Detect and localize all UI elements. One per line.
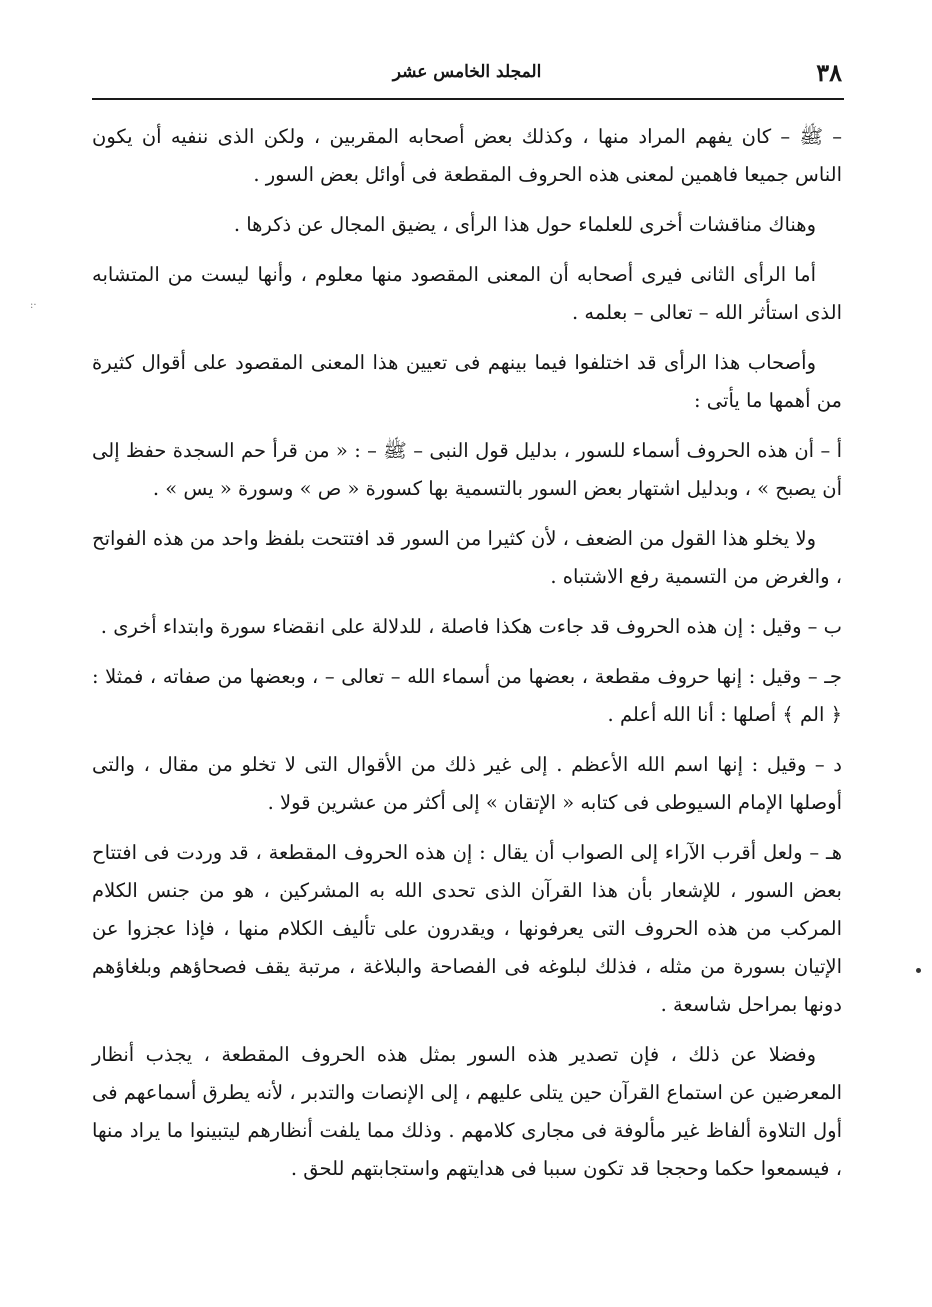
scan-speck — [916, 968, 921, 973]
page-header — [92, 58, 842, 98]
paragraph-continuation: – ﷺ – كان يفهم المراد منها ، وكذلك بعض أصحابه المقربين ، ولكن الذى ننفيه أن يكون الناس جميعا فاهمين لمعنى هذه الحروف المقطعة فى أوائل بعض السور . — [92, 125, 842, 186]
paragraph-item-jim: جـ – وقيل : إنها حروف مقطعة ، بعضها من أسماء الله – تعالى – ، وبعضها من صفاته ، فمثلا : ﴿ الم ﴾ أصلها : أنا الله أعلم . — [92, 665, 842, 726]
paragraph-conclusion: وفضلا عن ذلك ، فإن تصدير هذه السور بمثل هذه الحروف المقطعة ، يجذب أنظار المعرضين عن استماع القرآن حين يتلى عليهم ، إلى الإنصات والتدبر ، لأنه يطرق أسماعهم فى أول التلاوة ألفاظ غير مألوفة فى مجارى كلامهم . وذلك مما يلفت أنظارهم ليتبينوا ما يراد منها ، فيسمعوا حكما وحججا قد تكون سببا فى هدايتهم واستجابتهم للحق . — [92, 1043, 842, 1180]
scan-speck: ·: — [30, 300, 37, 311]
paragraph-item-dal: د – وقيل : إنها اسم الله الأعظم . إلى غير ذلك من الأقوال التى لا تخلو من مقال ، والتى أوصلها الإمام السيوطى فى كتابه « الإتقان » إلى أكثر من عشرين قولا . — [92, 753, 842, 814]
body-text — [92, 118, 842, 1200]
header-rule — [92, 98, 844, 100]
paragraph-discussions: وهناك مناقشات أخرى للعلماء حول هذا الرأى ، يضيق المجال عن ذكرها . — [233, 213, 816, 236]
paragraph-opinion-holders: وأصحاب هذا الرأى قد اختلفوا فيما بينهم فى تعيين هذا المعنى المقصود على أقوال كثيرة من أهمها ما يأتى : — [92, 351, 842, 412]
paragraph-item-alif: أ – أن هذه الحروف أسماء للسور ، بدليل قول النبى – ﷺ – : « من قرأ حم السجدة حفظ إلى أن يصبح » ، وبدليل اشتهار بعض السور بالتسمية بها كسورة « ص » وسورة « يس » . — [92, 439, 842, 500]
paragraph-second-opinion: أما الرأى الثانى فيرى أصحابه أن المعنى المقصود منها معلوم ، وأنها ليست من المتشابه الذى استأثر الله – تعالى – بعلمه . — [92, 263, 842, 324]
paragraph-weakness: ولا يخلو هذا القول من الضعف ، لأن كثيرا من السور قد افتتحت بلفظ واحد من هذه الفواتح ، والغرض من التسمية رفع الاشتباه . — [92, 527, 842, 588]
running-title: المجلد الخامس عشر — [392, 62, 542, 82]
paragraph-item-ba: ب – وقيل : إن هذه الحروف قد جاءت هكذا فاصلة ، للدلالة على انقضاء سورة وابتداء أخرى . — [100, 615, 842, 638]
paragraph-item-ha: هـ – ولعل أقرب الآراء إلى الصواب أن يقال : إن هذه الحروف المقطعة ، قد وردت فى افتتاح بعض السور ، للإشعار بأن هذا القرآن الذى تحدى الله به المشركين ، هو من جنس الكلام المركب من هذه الحروف التى يعرفونها ، ويقدرون على تأليف الكلام منها ، فإذا عجزوا عن الإتيان بسورة من مثله ، فذلك لبلوغه فى الفصاحة والبلاغة ، مرتبة يقف فصحاؤهم وبلغاؤهم دونها بمراحل شاسعة . — [92, 841, 842, 1016]
page-number: ٣٨ — [816, 58, 842, 87]
